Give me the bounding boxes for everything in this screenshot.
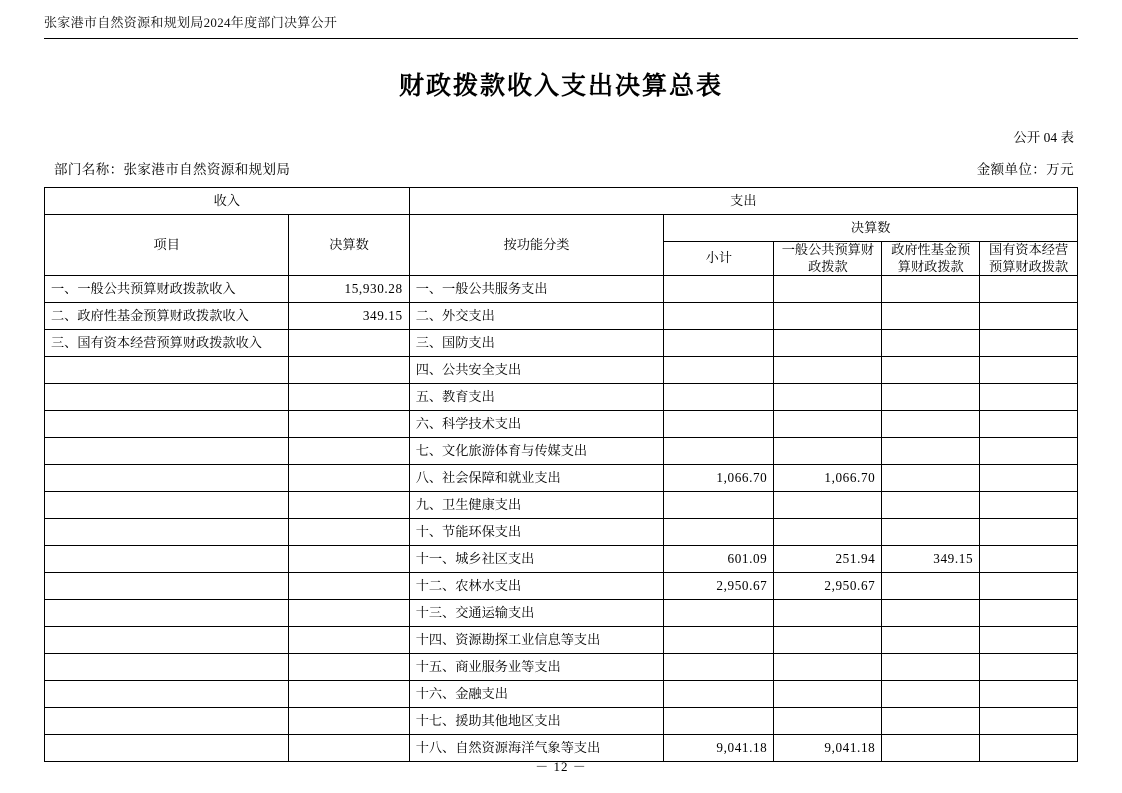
table-row bbox=[45, 411, 1078, 438]
expense-subtotal: 1,066.70 bbox=[664, 465, 774, 492]
expense-capital bbox=[980, 303, 1078, 330]
income-item bbox=[45, 438, 289, 465]
expense-item: 九、卫生健康支出 bbox=[409, 492, 664, 519]
expense-general bbox=[774, 492, 882, 519]
expense-fund bbox=[882, 411, 980, 438]
table-row bbox=[45, 546, 1078, 573]
expense-function-header: 按功能分类 bbox=[409, 215, 664, 276]
page-title: 财政拨款收入支出决算总表 bbox=[398, 72, 723, 100]
expense-subtotal bbox=[664, 627, 774, 654]
income-item bbox=[45, 573, 289, 600]
expense-item: 十一、城乡社区支出 bbox=[409, 546, 664, 573]
expense-general bbox=[774, 276, 882, 303]
income-item: 二、政府性基金预算财政拨款收入 bbox=[45, 303, 289, 330]
expense-general bbox=[774, 330, 882, 357]
department-name: 部门名称：张家港市自然资源和规划局 bbox=[54, 162, 291, 177]
income-amount bbox=[289, 654, 409, 681]
expense-subtotal: 601.09 bbox=[664, 546, 774, 573]
income-amount bbox=[289, 411, 409, 438]
expense-subtotal bbox=[664, 708, 774, 735]
expense-amount-group-header: 决算数 bbox=[664, 215, 1078, 242]
expense-capital bbox=[980, 492, 1078, 519]
expense-fund bbox=[882, 654, 980, 681]
expense-item: 八、社会保障和就业支出 bbox=[409, 465, 664, 492]
expense-fund bbox=[882, 438, 980, 465]
table-row bbox=[45, 276, 1078, 303]
table-row bbox=[45, 357, 1078, 384]
income-item bbox=[45, 357, 289, 384]
income-item bbox=[45, 492, 289, 519]
expense-item: 十三、交通运输支出 bbox=[409, 600, 664, 627]
expense-subtotal bbox=[664, 519, 774, 546]
income-amount-header: 决算数 bbox=[289, 215, 409, 276]
expense-fund bbox=[882, 357, 980, 384]
income-amount bbox=[289, 330, 409, 357]
expense-item: 五、教育支出 bbox=[409, 384, 664, 411]
table-row bbox=[45, 492, 1078, 519]
expense-subtotal bbox=[664, 681, 774, 708]
expense-capital bbox=[980, 330, 1078, 357]
expense-item: 十六、金融支出 bbox=[409, 681, 664, 708]
sheet-label: 公开 04 表 bbox=[1013, 130, 1074, 145]
expense-item: 七、文化旅游体育与传媒支出 bbox=[409, 438, 664, 465]
expense-subtotal bbox=[664, 411, 774, 438]
expense-item: 十七、援助其他地区支出 bbox=[409, 708, 664, 735]
expense-general: 251.94 bbox=[774, 546, 882, 573]
income-item bbox=[45, 519, 289, 546]
expense-subtotal bbox=[664, 600, 774, 627]
expense-fund bbox=[882, 600, 980, 627]
table-row bbox=[45, 654, 1078, 681]
income-amount bbox=[289, 573, 409, 600]
col-general-budget-header: 一般公共预算财政拨款 bbox=[774, 242, 882, 276]
expense-item: 十八、自然资源海洋气象等支出 bbox=[409, 735, 664, 762]
amount-unit: 金额单位：万元 bbox=[976, 162, 1074, 177]
meta-row bbox=[44, 158, 1078, 178]
table-group-header-row bbox=[45, 188, 1078, 215]
income-item bbox=[45, 708, 289, 735]
expense-subtotal bbox=[664, 330, 774, 357]
table-row bbox=[45, 384, 1078, 411]
expense-general: 1,066.70 bbox=[774, 465, 882, 492]
expense-subtotal bbox=[664, 357, 774, 384]
expense-fund bbox=[882, 276, 980, 303]
expense-capital bbox=[980, 600, 1078, 627]
income-amount bbox=[289, 708, 409, 735]
table-row bbox=[45, 330, 1078, 357]
income-group-header: 收入 bbox=[45, 188, 410, 215]
expense-general bbox=[774, 519, 882, 546]
income-item: 三、国有资本经营预算财政拨款收入 bbox=[45, 330, 289, 357]
income-item: 一、一般公共预算财政拨款收入 bbox=[45, 276, 289, 303]
expense-capital bbox=[980, 438, 1078, 465]
expense-fund bbox=[882, 492, 980, 519]
income-item bbox=[45, 600, 289, 627]
expense-capital bbox=[980, 546, 1078, 573]
running-header-text: 张家港市自然资源和规划局2024年度部门决算公开 bbox=[44, 15, 338, 30]
expense-capital bbox=[980, 654, 1078, 681]
income-item bbox=[45, 627, 289, 654]
expense-capital bbox=[980, 276, 1078, 303]
expense-general bbox=[774, 708, 882, 735]
expense-capital bbox=[980, 519, 1078, 546]
income-item bbox=[45, 681, 289, 708]
expense-item: 十、节能环保支出 bbox=[409, 519, 664, 546]
expense-item: 十四、资源勘探工业信息等支出 bbox=[409, 627, 664, 654]
expense-general bbox=[774, 681, 882, 708]
expense-subtotal bbox=[664, 492, 774, 519]
income-amount bbox=[289, 681, 409, 708]
expense-fund bbox=[882, 303, 980, 330]
expense-capital bbox=[980, 573, 1078, 600]
expense-subtotal: 9,041.18 bbox=[664, 735, 774, 762]
expense-capital bbox=[980, 465, 1078, 492]
expense-capital bbox=[980, 357, 1078, 384]
expense-item: 三、国防支出 bbox=[409, 330, 664, 357]
income-amount: 15,930.28 bbox=[289, 276, 409, 303]
col-subtotal-header: 小计 bbox=[664, 242, 774, 276]
table-subgroup-header-row bbox=[45, 215, 1078, 242]
table-row bbox=[45, 303, 1078, 330]
income-amount bbox=[289, 627, 409, 654]
expense-item: 十五、商业服务业等支出 bbox=[409, 654, 664, 681]
expense-fund bbox=[882, 330, 980, 357]
income-amount bbox=[289, 546, 409, 573]
expense-general bbox=[774, 438, 882, 465]
expense-general: 9,041.18 bbox=[774, 735, 882, 762]
expense-general bbox=[774, 600, 882, 627]
income-item bbox=[45, 546, 289, 573]
table-row bbox=[45, 708, 1078, 735]
expense-fund bbox=[882, 573, 980, 600]
expense-fund bbox=[882, 384, 980, 411]
expense-subtotal: 2,950.67 bbox=[664, 573, 774, 600]
expense-general bbox=[774, 627, 882, 654]
expense-item: 四、公共安全支出 bbox=[409, 357, 664, 384]
expense-item: 一、一般公共服务支出 bbox=[409, 276, 664, 303]
expense-subtotal bbox=[664, 303, 774, 330]
table-row bbox=[45, 438, 1078, 465]
expense-general bbox=[774, 411, 882, 438]
expense-general bbox=[774, 357, 882, 384]
expense-fund bbox=[882, 627, 980, 654]
income-amount: 349.15 bbox=[289, 303, 409, 330]
running-header bbox=[44, 0, 1078, 31]
income-item bbox=[45, 654, 289, 681]
expense-fund bbox=[882, 681, 980, 708]
table-row bbox=[45, 519, 1078, 546]
income-amount bbox=[289, 492, 409, 519]
income-amount bbox=[289, 519, 409, 546]
expense-capital bbox=[980, 627, 1078, 654]
expense-capital bbox=[980, 411, 1078, 438]
expense-capital bbox=[980, 384, 1078, 411]
table-row bbox=[45, 627, 1078, 654]
expense-subtotal bbox=[664, 384, 774, 411]
expense-item: 十二、农林水支出 bbox=[409, 573, 664, 600]
expense-group-header: 支出 bbox=[409, 188, 1077, 215]
table-row bbox=[45, 600, 1078, 627]
expense-general bbox=[774, 384, 882, 411]
table-row bbox=[45, 465, 1078, 492]
col-state-capital-header: 国有资本经营预算财政拨款 bbox=[980, 242, 1078, 276]
table-row bbox=[45, 681, 1078, 708]
income-amount bbox=[289, 600, 409, 627]
expense-general bbox=[774, 654, 882, 681]
expense-fund: 349.15 bbox=[882, 546, 980, 573]
expense-capital bbox=[980, 681, 1078, 708]
expense-subtotal bbox=[664, 654, 774, 681]
expense-subtotal bbox=[664, 438, 774, 465]
income-item bbox=[45, 465, 289, 492]
income-amount bbox=[289, 384, 409, 411]
expense-general bbox=[774, 303, 882, 330]
budget-table bbox=[44, 187, 1078, 762]
header-divider bbox=[44, 38, 1078, 39]
expense-general: 2,950.67 bbox=[774, 573, 882, 600]
expense-fund bbox=[882, 708, 980, 735]
income-item bbox=[45, 411, 289, 438]
expense-item: 二、外交支出 bbox=[409, 303, 664, 330]
income-amount bbox=[289, 465, 409, 492]
expense-fund bbox=[882, 465, 980, 492]
income-amount bbox=[289, 438, 409, 465]
page-number: － 12 － bbox=[535, 759, 587, 774]
expense-fund bbox=[882, 519, 980, 546]
income-item bbox=[45, 384, 289, 411]
table-row bbox=[45, 573, 1078, 600]
expense-item: 六、科学技术支出 bbox=[409, 411, 664, 438]
income-item-header: 项目 bbox=[45, 215, 289, 276]
expense-capital bbox=[980, 708, 1078, 735]
expense-subtotal bbox=[664, 276, 774, 303]
col-government-fund-header: 政府性基金预算财政拨款 bbox=[882, 242, 980, 276]
income-amount bbox=[289, 357, 409, 384]
